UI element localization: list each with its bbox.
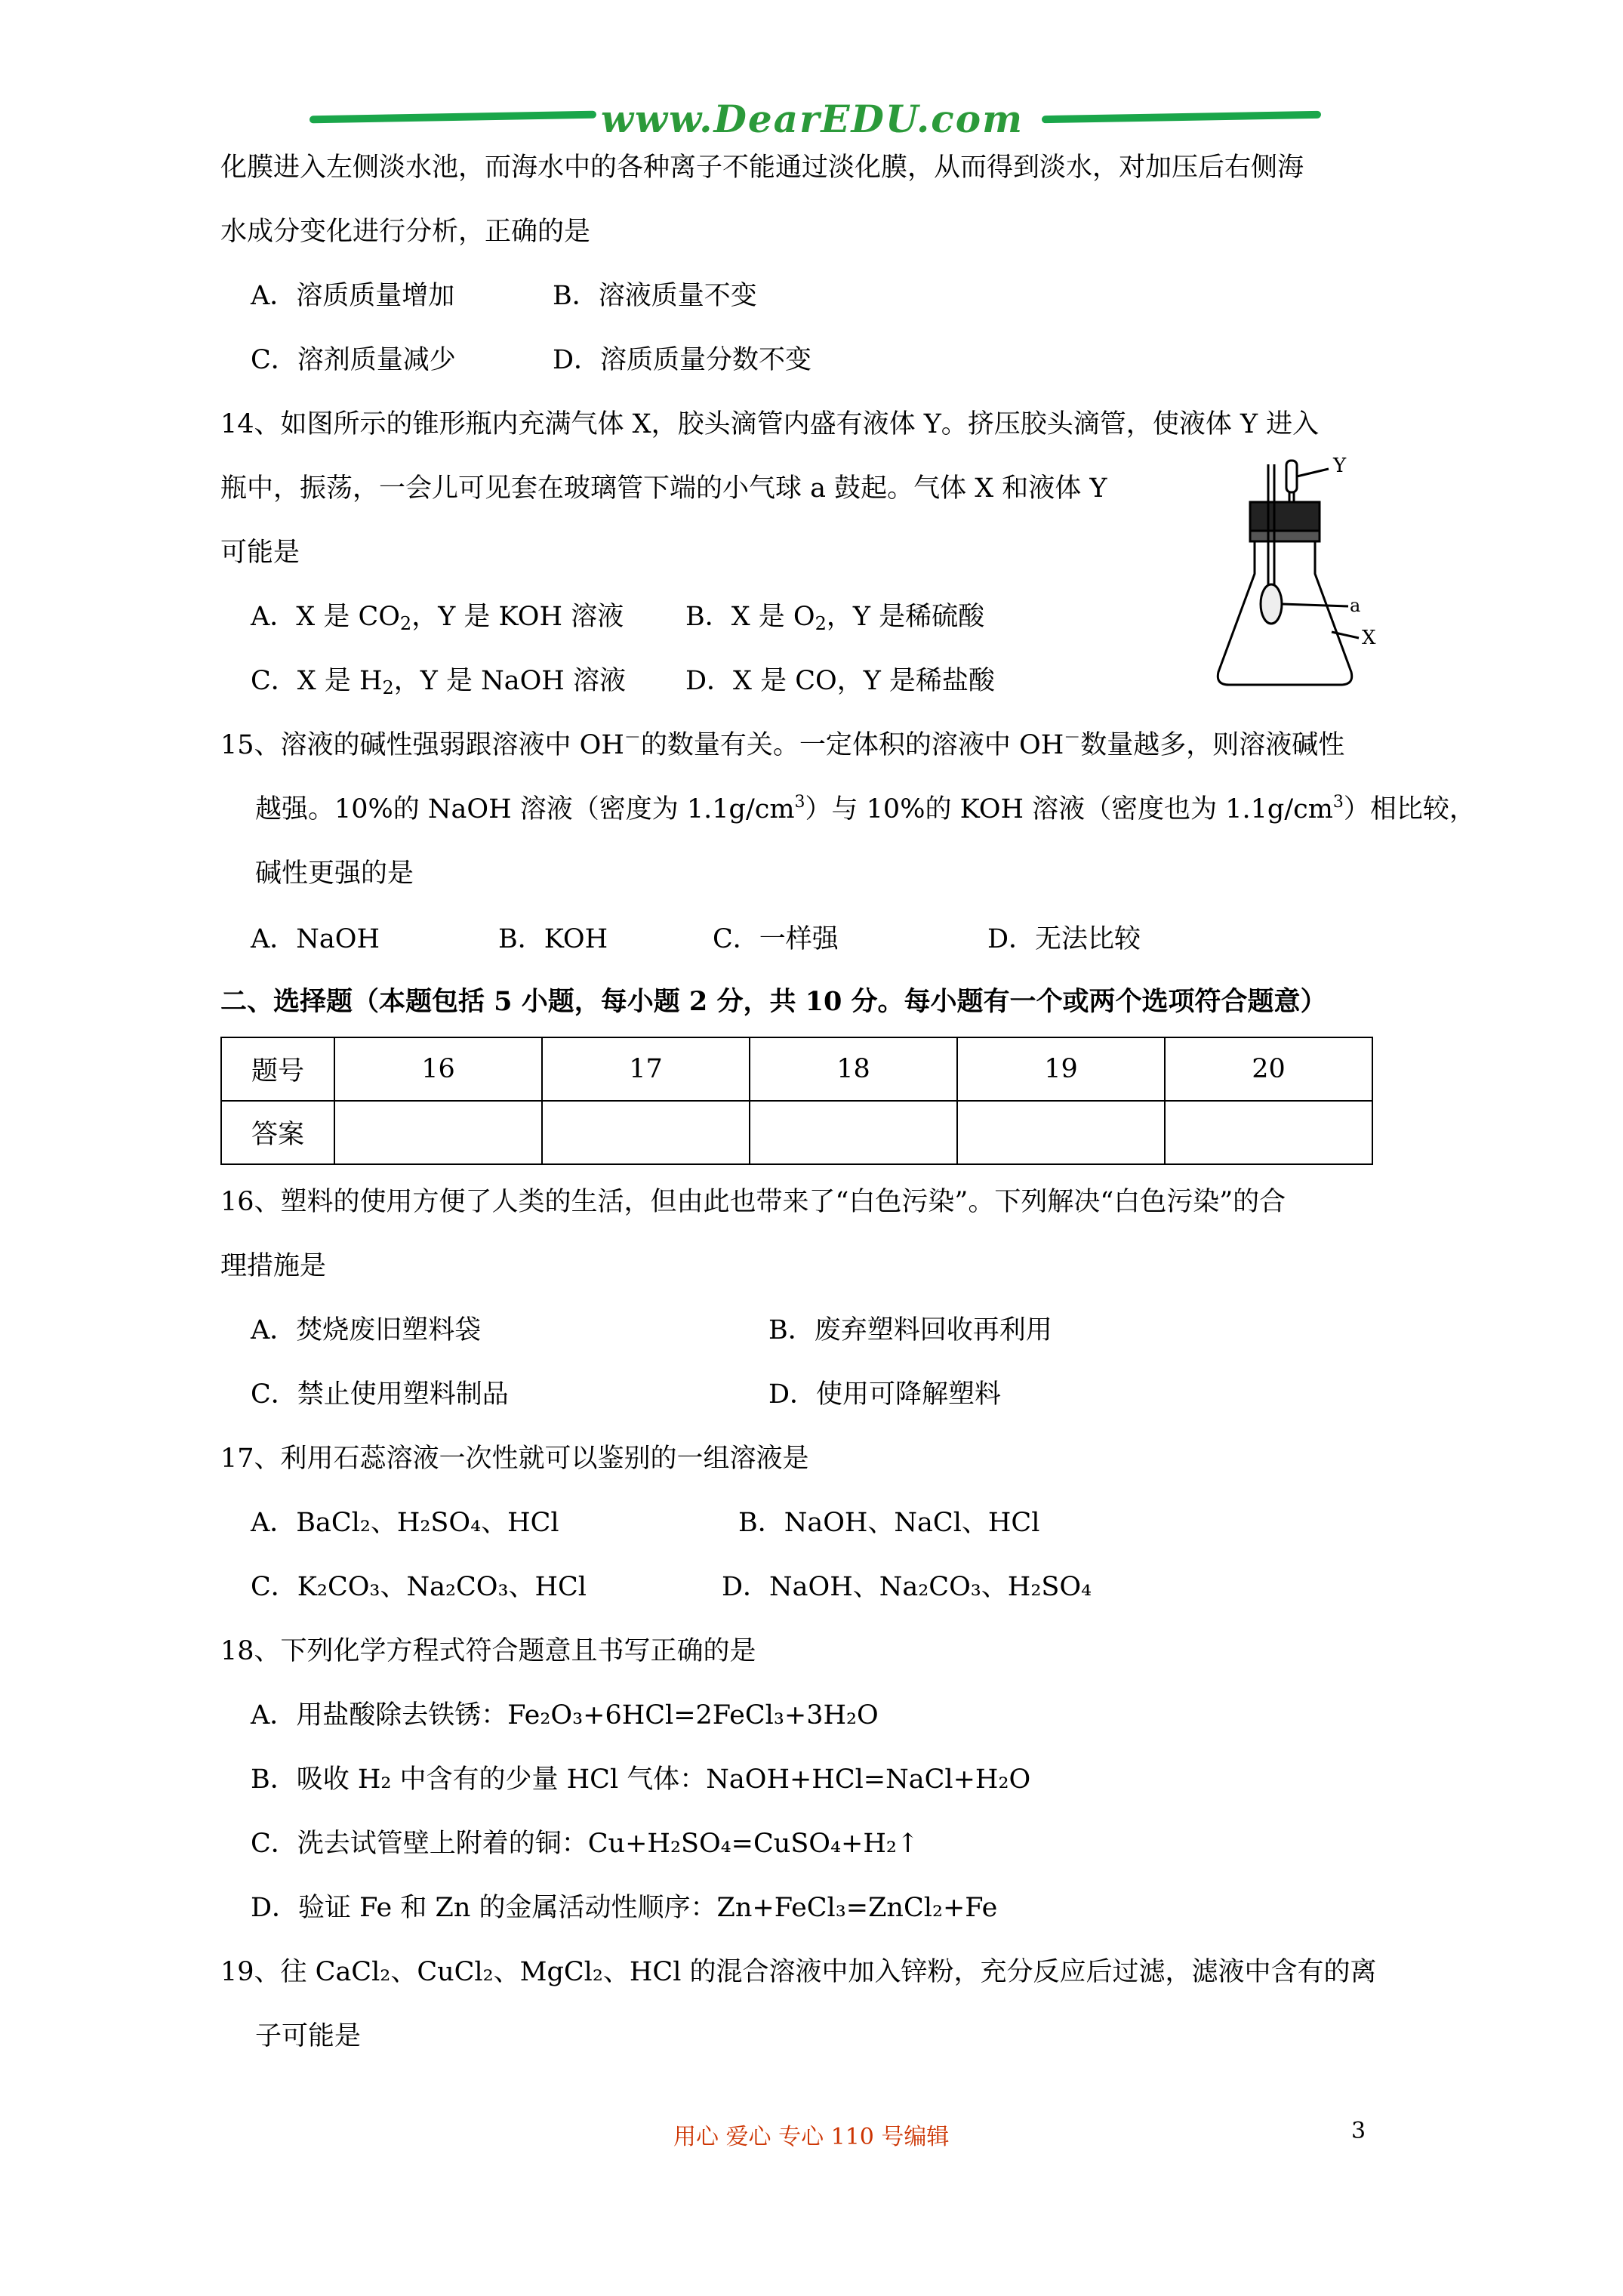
- q14-option-d: D．X 是 CO，Y 是稀盐酸: [685, 666, 995, 696]
- q14-line3: 可能是: [220, 538, 300, 568]
- q13-option-a: A．溶质质量增加: [251, 281, 455, 311]
- answer-cell-16[interactable]: [334, 1101, 542, 1164]
- q14-option-b-sub: 2: [815, 613, 827, 634]
- q19-line1: 19、往 CaCl₂、CuCl₂、MgCl₂、HCl 的混合溶液中加入锌粉，充分反应后过滤，滤液中含有的离: [220, 1957, 1377, 1987]
- q15-line2: [255, 793, 1476, 826]
- q16-line1: 16、塑料的使用方便了人类的生活，但由此也带来了“白色污染”。下列解决“白色污染”的合: [220, 1187, 1286, 1217]
- q13-option-b: B．溶液质量不变: [553, 281, 757, 311]
- q15-line2-sup1: 3: [794, 793, 805, 812]
- q13-option-c: C．溶剂质量减少: [251, 345, 456, 375]
- q15-option-c: C．一样强: [713, 924, 839, 954]
- q14-option-a-post: ，Y 是 KOH 溶液: [411, 602, 624, 632]
- q14-option-c: [251, 664, 626, 698]
- q15-option-b: B．KOH: [498, 924, 608, 954]
- table-number-16: 16: [334, 1037, 542, 1101]
- q16-line2: 理措施是: [220, 1251, 327, 1281]
- q15-option-a: A．NaOH: [251, 924, 380, 954]
- q15-line2-pre: 越强。10%的 NaOH 溶液（密度为 1.1g/cm: [255, 794, 795, 824]
- q14-option-a: [251, 600, 624, 633]
- q14-option-c-post: ，Y 是 NaOH 溶液: [393, 666, 626, 696]
- table-number-18: 18: [750, 1037, 957, 1101]
- q15-line1-pre: 15、溶液的碱性强弱跟溶液中 OH: [220, 730, 624, 760]
- q17-option-a: A．BaCl₂、H₂SO₄、HCl: [251, 1508, 559, 1538]
- q13-line1: 化膜进入左侧淡水池，而海水中的各种离子不能通过淡化膜，从而得到淡水，对加压后右侧海: [220, 153, 1304, 183]
- q17-option-c: C．K₂CO₃、Na₂CO₃、HCl: [251, 1572, 587, 1602]
- flask-diagram: [1208, 449, 1397, 706]
- q18-option-d: D．验证 Fe 和 Zn 的金属活动性顺序：Zn+FeCl₃=ZnCl₂+Fe: [251, 1893, 998, 1923]
- answer-table: [220, 1037, 1373, 1165]
- q15-line3: 碱性更强的是: [255, 858, 414, 889]
- flask-label-y: Y: [1333, 455, 1347, 477]
- q16-option-b: B．废弃塑料回收再利用: [768, 1315, 1052, 1345]
- header-left-rule: [310, 111, 596, 124]
- q15-line2-mid: ）与 10%的 KOH 溶液（密度也为 1.1g/cm: [805, 794, 1333, 824]
- footer-text: 用心 爱心 专心 110 号编辑: [673, 2124, 950, 2150]
- q13-option-d: D．溶质质量分数不变: [553, 345, 812, 375]
- header-logo[interactable]: www.DearEDU.com: [601, 97, 1024, 141]
- flask-label-a: a: [1350, 595, 1361, 616]
- q14-option-a-sub: 2: [399, 613, 412, 634]
- q14-option-b-pre: B．X 是 O: [685, 602, 815, 632]
- answer-table-header-row: [221, 1037, 1372, 1101]
- q15-line1-mid: 的数量有关。一定体积的溶液中 OH: [640, 730, 1064, 760]
- q19-line2: 子可能是: [255, 2021, 362, 2051]
- q15-line1-sup1: －: [624, 729, 641, 747]
- q18-option-a: A．用盐酸除去铁锈：Fe₂O₃+6HCl=2FeCl₃+3H₂O: [251, 1700, 879, 1730]
- q16-option-d: D．使用可降解塑料: [768, 1379, 1002, 1410]
- q17-option-d: D．NaOH、Na₂CO₃、H₂SO₄: [722, 1572, 1092, 1602]
- answer-cell-18[interactable]: [750, 1101, 957, 1164]
- q15-line1: [220, 729, 1344, 762]
- q14-option-b: [685, 600, 984, 633]
- answer-cell-19[interactable]: [957, 1101, 1165, 1164]
- q15-line2-sup2: 3: [1332, 793, 1344, 812]
- q17-stem: 17、利用石蕊溶液一次性就可以鉴别的一组溶液是: [220, 1444, 809, 1474]
- q15-line1-post: 数量越多，则溶液碱性: [1080, 730, 1345, 760]
- answer-cell-20[interactable]: [1165, 1101, 1372, 1164]
- page-number: 3: [1351, 2118, 1366, 2144]
- q15-line2-post: ）相比较，: [1343, 794, 1476, 824]
- q15-line1-sup2: －: [1064, 729, 1081, 747]
- q18-option-b: B．吸收 H₂ 中含有的少量 HCl 气体：NaOH+HCl=NaCl+H₂O: [251, 1764, 1031, 1795]
- q16-option-c: C．禁止使用塑料制品: [251, 1379, 509, 1410]
- table-label-number: 题号: [221, 1037, 334, 1101]
- q14-option-c-sub: 2: [382, 677, 394, 698]
- table-number-19: 19: [957, 1037, 1165, 1101]
- table-label-answer: 答案: [221, 1101, 334, 1164]
- q16-option-a: A．焚烧废旧塑料袋: [251, 1315, 482, 1345]
- q14-line1: 14、如图所示的锥形瓶内充满气体 X，胶头滴管内盛有液体 Y。挤压胶头滴管，使液体 Y 进入: [220, 409, 1320, 439]
- q18-option-c: C．洗去试管壁上附着的铜：Cu+H₂SO₄=CuSO₄+H₂↑: [251, 1829, 919, 1859]
- table-number-20: 20: [1165, 1037, 1372, 1101]
- q13-line2: 水成分变化进行分析，正确的是: [220, 217, 591, 247]
- answer-table-answer-row: [221, 1101, 1372, 1164]
- flask-label-x: X: [1362, 627, 1376, 649]
- q14-option-b-post: ，Y 是稀硫酸: [826, 602, 985, 632]
- q14-option-a-pre: A．X 是 CO: [251, 602, 400, 632]
- section2-title: 二、选择题（本题包括 5 小题，每小题 2 分，共 10 分。每小题有一个或两个选项符合题意）: [220, 986, 1327, 1017]
- answer-cell-17[interactable]: [542, 1101, 750, 1164]
- q18-stem: 18、下列化学方程式符合题意且书写正确的是: [220, 1636, 756, 1666]
- q15-option-d: D．无法比较: [987, 924, 1141, 954]
- table-number-17: 17: [542, 1037, 750, 1101]
- q14-option-c-pre: C．X 是 H: [251, 666, 383, 696]
- q14-line2: 瓶中，振荡，一会儿可见套在玻璃管下端的小气球 a 鼓起。气体 X 和液体 Y: [220, 473, 1107, 504]
- q17-option-b: B．NaOH、NaCl、HCl: [738, 1508, 1040, 1538]
- header-right-rule: [1042, 111, 1321, 123]
